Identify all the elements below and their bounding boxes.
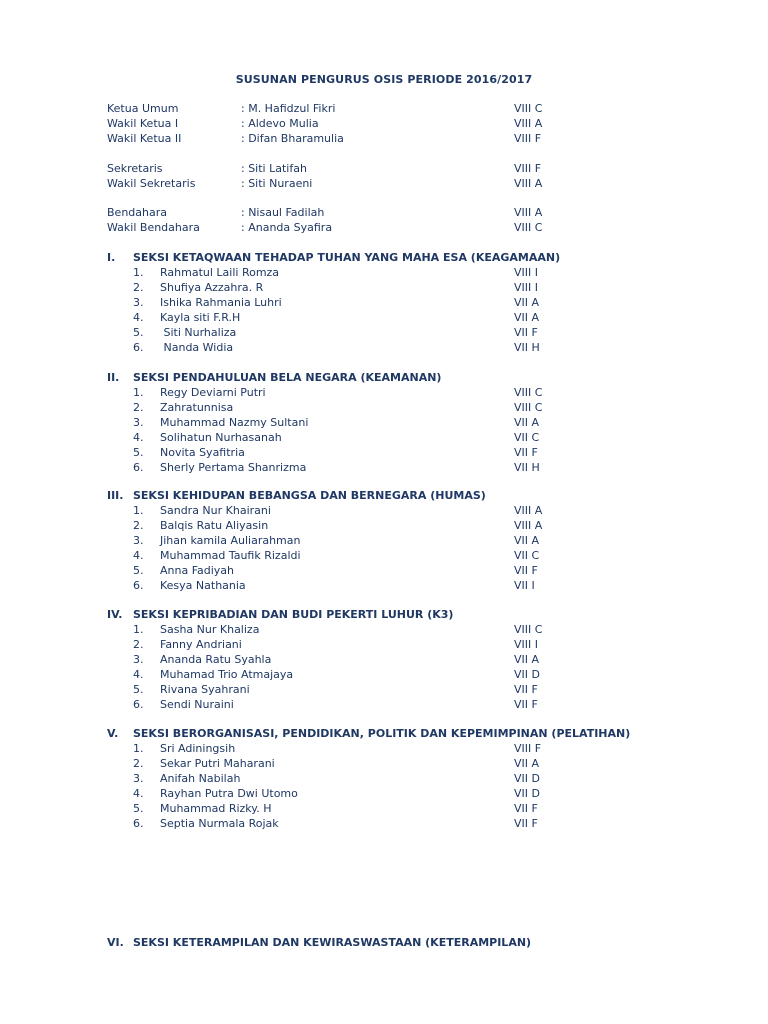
member-name: Muhammad Taufik Rizaldi — [160, 549, 301, 562]
member-class: VII C — [514, 431, 540, 444]
member-name: Fanny Andriani — [160, 638, 242, 651]
member-name: Kayla siti F.R.H — [160, 311, 241, 324]
member-name: Muhammad Nazmy Sultani — [160, 416, 309, 429]
member-name: Sendi Nuraini — [160, 698, 234, 711]
member-number: 2. — [133, 519, 144, 532]
member-class: VII A — [514, 653, 540, 666]
officer-role: Sekretaris — [107, 162, 163, 175]
member-class: VII D — [514, 668, 540, 681]
member-name: Ishika Rahmania Luhri — [160, 296, 282, 309]
member-number: 1. — [133, 623, 144, 636]
member-class: VIII C — [514, 386, 543, 399]
member-class: VII D — [514, 787, 540, 800]
officer-class: VIII C — [514, 102, 543, 115]
member-class: VIII C — [514, 623, 543, 636]
officer-name: : Siti Latifah — [241, 162, 307, 175]
member-name: Novita Syafitria — [160, 446, 245, 459]
officer-role: Wakil Ketua I — [107, 117, 179, 130]
member-row — [0, 801, 768, 816]
member-row — [0, 563, 768, 578]
member-number: 6. — [133, 461, 144, 474]
member-number: 6. — [133, 698, 144, 711]
member-class: VII F — [514, 326, 538, 339]
member-class: VII C — [514, 549, 540, 562]
member-name: Ananda Ratu Syahla — [160, 653, 272, 666]
member-row — [0, 682, 768, 697]
section-heading — [0, 488, 768, 503]
member-name: Sekar Putri Maharani — [160, 757, 275, 770]
member-name: Jihan kamila Auliarahman — [160, 534, 301, 547]
member-number: 1. — [133, 504, 144, 517]
member-class: VII F — [514, 817, 538, 830]
section-number: I. — [107, 251, 116, 264]
section-heading — [0, 370, 768, 385]
member-name: Solihatun Nurhasanah — [160, 431, 282, 444]
section-heading — [0, 607, 768, 622]
member-class: VII F — [514, 683, 538, 696]
member-class: VII H — [514, 461, 540, 474]
officer-row — [0, 161, 768, 176]
section-title: SEKSI BERORGANISASI, PENDIDIKAN, POLITIK DAN KEPEMIMPINAN (PELATIHAN) — [133, 727, 631, 740]
section-title: SEKSI KEHIDUPAN BEBANGSA DAN BERNEGARA (HUMAS) — [133, 489, 486, 502]
member-number: 2. — [133, 638, 144, 651]
officer-class: VIII C — [514, 221, 543, 234]
member-row — [0, 295, 768, 310]
member-name: Rivana Syahrani — [160, 683, 250, 696]
section-number: VI. — [107, 936, 124, 949]
officer-class: VIII A — [514, 117, 543, 130]
member-class: VII A — [514, 296, 540, 309]
member-class: VIII F — [514, 742, 542, 755]
member-row — [0, 652, 768, 667]
member-row — [0, 280, 768, 295]
member-row — [0, 445, 768, 460]
officer-row — [0, 131, 768, 146]
document-title: SUSUNAN PENGURUS OSIS PERIODE 2016/2017 — [235, 73, 533, 86]
officer-role: Bendahara — [107, 206, 167, 219]
member-row — [0, 622, 768, 637]
member-name: Zahratunnisa — [160, 401, 234, 414]
member-row — [0, 310, 768, 325]
member-row — [0, 503, 768, 518]
section-heading — [0, 250, 768, 265]
officer-class: VIII A — [514, 206, 543, 219]
section-heading — [0, 935, 768, 950]
member-class: VII A — [514, 757, 540, 770]
member-number: 5. — [133, 564, 144, 577]
member-name: Shufiya Azzahra. R — [160, 281, 264, 294]
member-name: Siti Nurhaliza — [160, 326, 237, 339]
officer-row — [0, 101, 768, 116]
member-number: 6. — [133, 341, 144, 354]
section-heading — [0, 726, 768, 741]
member-number: 1. — [133, 742, 144, 755]
member-number: 3. — [133, 534, 144, 547]
officer-name: : Difan Bharamulia — [241, 132, 344, 145]
member-name: Septia Nurmala Rojak — [160, 817, 279, 830]
officer-name: : Nisaul Fadilah — [241, 206, 325, 219]
member-class: VII A — [514, 311, 540, 324]
member-class: VIII A — [514, 504, 543, 517]
officer-role: Wakil Sekretaris — [107, 177, 196, 190]
member-row — [0, 265, 768, 280]
member-number: 5. — [133, 683, 144, 696]
officer-class: VIII A — [514, 177, 543, 190]
member-row — [0, 415, 768, 430]
member-name: Sherly Pertama Shanrizma — [160, 461, 307, 474]
member-number: 4. — [133, 431, 144, 444]
member-name: Sandra Nur Khairani — [160, 504, 271, 517]
member-class: VIII C — [514, 401, 543, 414]
member-class: VII F — [514, 698, 538, 711]
member-row — [0, 667, 768, 682]
member-name: Sasha Nur Khaliza — [160, 623, 260, 636]
section-number: IV. — [107, 608, 123, 621]
member-row — [0, 400, 768, 415]
section-title: SEKSI PENDAHULUAN BELA NEGARA (KEAMANAN) — [133, 371, 442, 384]
officer-row — [0, 116, 768, 131]
member-number: 4. — [133, 549, 144, 562]
officer-class: VIII F — [514, 162, 542, 175]
section-title: SEKSI KEPRIBADIAN DAN BUDI PEKERTI LUHUR (K3) — [133, 608, 454, 621]
member-row — [0, 325, 768, 340]
member-class: VIII I — [514, 281, 538, 294]
member-number: 3. — [133, 653, 144, 666]
member-name: Kesya Nathania — [160, 579, 246, 592]
officer-row — [0, 205, 768, 220]
member-number: 4. — [133, 311, 144, 324]
member-number: 2. — [133, 401, 144, 414]
section-number: II. — [107, 371, 120, 384]
member-class: VII I — [514, 579, 535, 592]
member-name: Anna Fadiyah — [160, 564, 235, 577]
member-row — [0, 741, 768, 756]
member-row — [0, 756, 768, 771]
section-title: SEKSI KETERAMPILAN DAN KEWIRASWASTAAN (KETERAMPILAN) — [133, 936, 532, 949]
member-class: VII A — [514, 416, 540, 429]
officer-name: : M. Hafidzul Fikri — [241, 102, 336, 115]
member-number: 6. — [133, 817, 144, 830]
member-row — [0, 771, 768, 786]
officer-row — [0, 220, 768, 235]
section-number: III. — [107, 489, 124, 502]
member-number: 3. — [133, 416, 144, 429]
member-number: 5. — [133, 326, 144, 339]
officer-name: : Ananda Syafira — [241, 221, 333, 234]
member-row — [0, 460, 768, 475]
member-name: Rahmatul Laili Romza — [160, 266, 280, 279]
officer-role: Ketua Umum — [107, 102, 179, 115]
member-class: VII D — [514, 772, 540, 785]
member-name: Rayhan Putra Dwi Utomo — [160, 787, 298, 800]
member-row — [0, 430, 768, 445]
member-number: 4. — [133, 668, 144, 681]
member-number: 4. — [133, 787, 144, 800]
member-number: 5. — [133, 802, 144, 815]
member-class: VII F — [514, 564, 538, 577]
member-name: Anifah Nabilah — [160, 772, 241, 785]
member-class: VII A — [514, 534, 540, 547]
member-name: Balqis Ratu Aliyasin — [160, 519, 269, 532]
member-class: VII H — [514, 341, 540, 354]
officer-role: Wakil Bendahara — [107, 221, 200, 234]
member-number: 1. — [133, 386, 144, 399]
member-row — [0, 637, 768, 652]
member-number: 3. — [133, 772, 144, 785]
officer-name: : Siti Nuraeni — [241, 177, 313, 190]
member-number: 5. — [133, 446, 144, 459]
member-row — [0, 578, 768, 593]
member-number: 1. — [133, 266, 144, 279]
section-number: V. — [107, 727, 119, 740]
member-row — [0, 816, 768, 831]
officer-row — [0, 176, 768, 191]
member-number: 2. — [133, 757, 144, 770]
member-name: Regy Deviarni Putri — [160, 386, 266, 399]
member-row — [0, 340, 768, 355]
member-class: VIII I — [514, 266, 538, 279]
member-row — [0, 533, 768, 548]
section-title: SEKSI KETAQWAAN TEHADAP TUHAN YANG MAHA ESA (KEAGAMAAN) — [133, 251, 561, 264]
member-row — [0, 697, 768, 712]
member-number: 6. — [133, 579, 144, 592]
member-row — [0, 518, 768, 533]
officer-class: VIII F — [514, 132, 542, 145]
member-name: Sri Adiningsih — [160, 742, 236, 755]
member-number: 2. — [133, 281, 144, 294]
member-number: 3. — [133, 296, 144, 309]
member-name: Nanda Widia — [160, 341, 234, 354]
member-class: VII F — [514, 802, 538, 815]
member-row — [0, 385, 768, 400]
member-name: Muhammad Rizky. H — [160, 802, 272, 815]
officer-role: Wakil Ketua II — [107, 132, 182, 145]
member-class: VIII A — [514, 519, 543, 532]
member-class: VII F — [514, 446, 538, 459]
member-class: VIII I — [514, 638, 538, 651]
member-row — [0, 548, 768, 563]
member-row — [0, 786, 768, 801]
officer-name: : Aldevo Mulia — [241, 117, 319, 130]
member-name: Muhamad Trio Atmajaya — [160, 668, 294, 681]
